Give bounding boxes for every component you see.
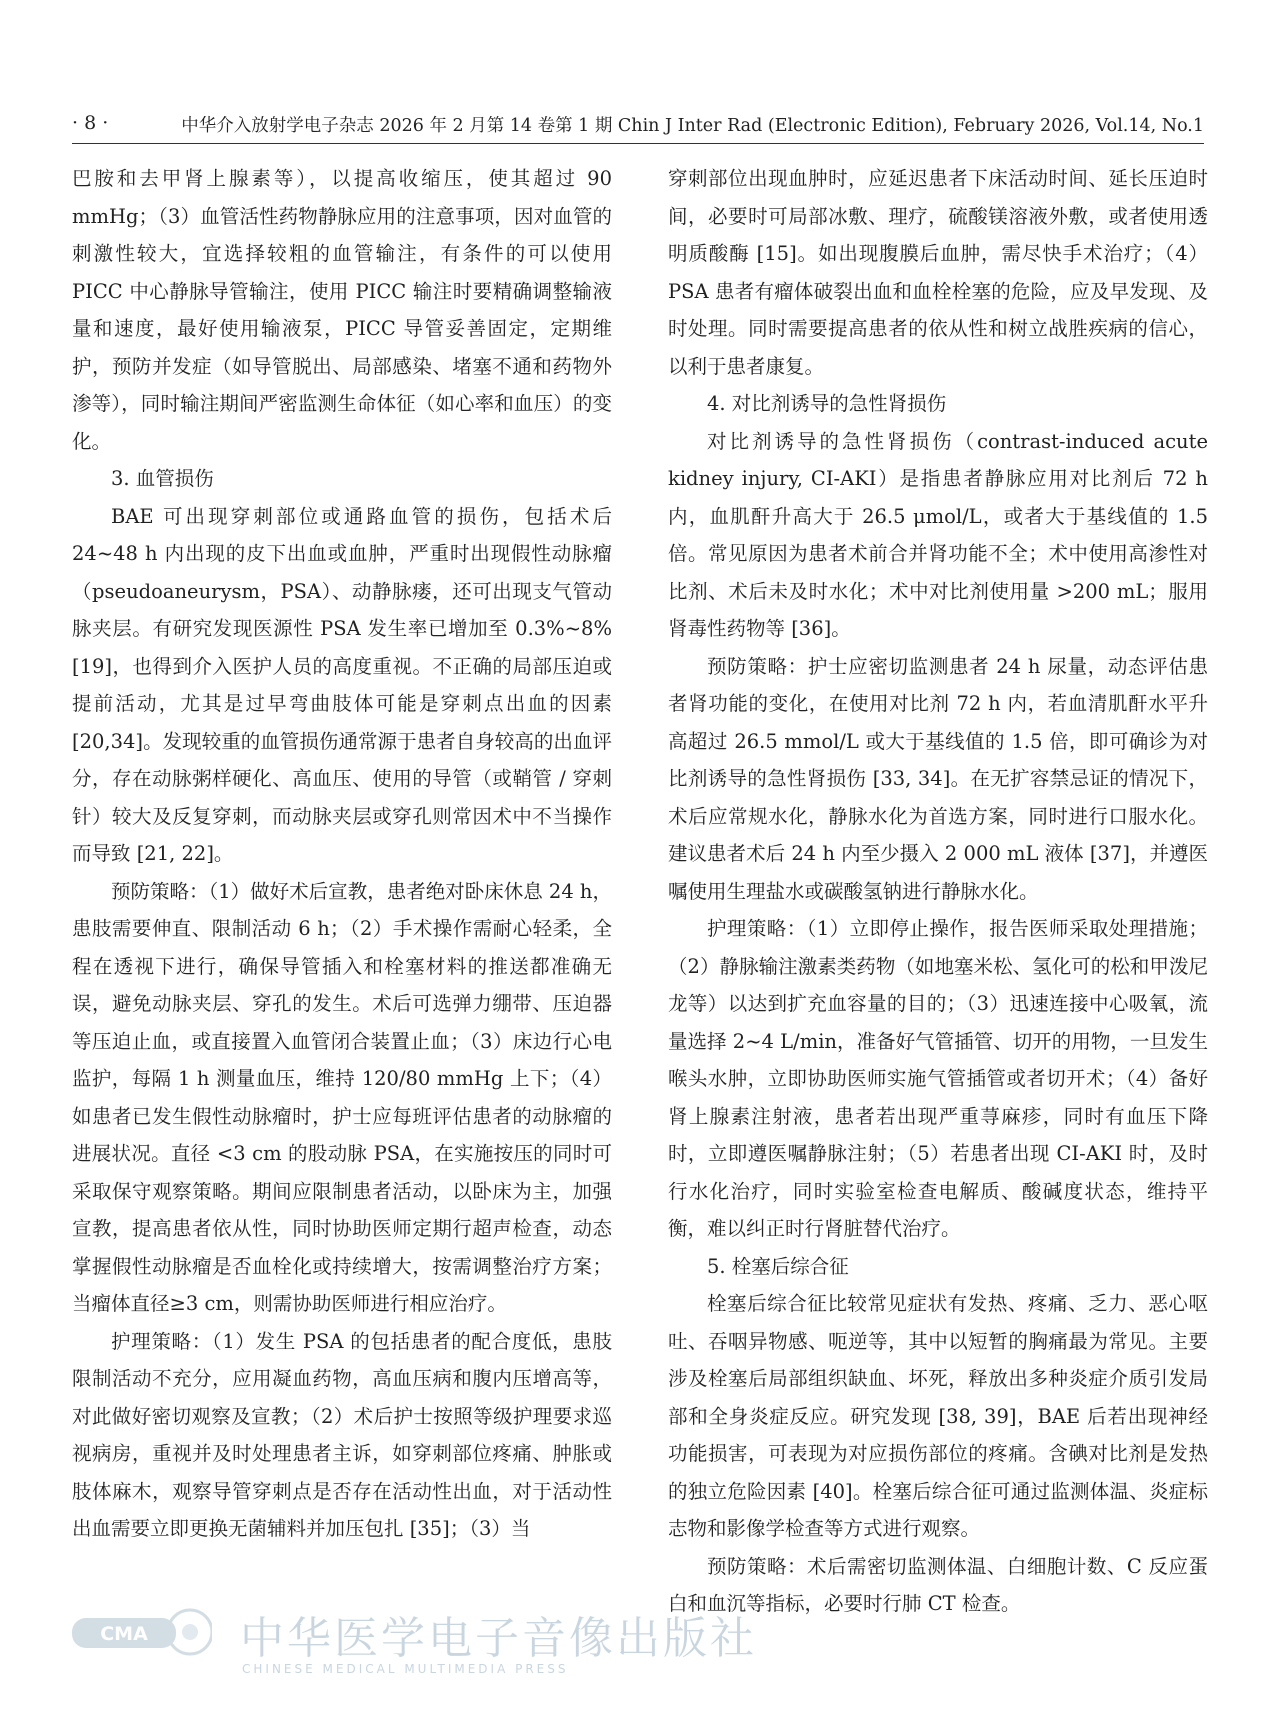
publisher-logo-icon [72, 1606, 212, 1660]
header-rule [72, 143, 1204, 144]
section-heading: 3. 血管损伤 [111, 467, 214, 490]
paragraph: 穿刺部位出现血肿时，应延迟患者下床活动时间、延长压迫时间，必要时可局部冰敷、理疗，硫酸镁溶液外敷，或者使用透明质酸酶 [15]。如出现腹膜后血肿，需尽快手术治疗；（4）PSA 患者有瘤体破裂出血和血栓栓塞的危险，应及早发现、及时处理。同时需要提高患者的依从性和树立战胜疾病的信心，以利于患者康复。 [668, 167, 1208, 378]
paragraph: 巴胺和去甲肾上腺素等），以提高收缩压，使其超过 90 mmHg；（3）血管活性药物静脉应用的注意事项，因对血管的刺激性较大，宜选择较粗的血管输注，有条件的可以使用 PICC 中心静脉导管输注，使用 PICC 输注时要精确调整输液量和速度，最好使用输液泵，PICC 导管妥善固定，定期维护，预防并发症（如导管脱出、局部感染、堵塞不通和药物外渗等），同时输注期间严密监测生命体征（如心率和血压）的变化。 [72, 167, 612, 453]
paragraph: 预防策略：护士应密切监测患者 24 h 尿量，动态评估患者肾功能的变化，在使用对比剂 72 h 内，若血清肌酐水平升高超过 26.5 mmol/L 或大于基线值的 1.5 倍，即可确诊为对比剂诱导的急性肾损伤 [33, 34]。在无扩容禁忌证的情况下，术后应常规水化，静脉水化为首选方案，同时进行口服水化。建议患者术后 24 h 内至少摄入 2 000 mL 液体 [37]，并遵医嘱使用生理盐水或碳酸氢钠进行静脉水化。 [668, 654, 1208, 903]
publisher-watermark [72, 1600, 757, 1680]
right-column [668, 160, 1208, 1623]
paragraph: 对比剂诱导的急性肾损伤（contrast-induced acute kidney injury, CI-AKI）是指患者静脉应用对比剂后 72 h 内，血肌酐升高大于 26.5 μmol/L，或者大于基线值的 1.5 倍。常见原因为患者术前合并肾功能不全；术中使用高渗性对比剂、术后未及时水化；术中对比剂使用量 >200 mL；服用肾毒性药物等 [36]。 [668, 429, 1208, 640]
section-heading: 5. 栓塞后综合征 [707, 1254, 849, 1278]
paragraph: 护理策略：（1）发生 PSA 的包括患者的配合度低，患肢限制活动不充分，应用凝血药物，高血压病和腹内压增高等，对此做好密切观察及宣教；（2）术后护士按照等级护理要求巡视病房，重视并及时处理患者主诉，如穿刺部位疼痛、肿胀或肢体麻木，观察导管穿刺点是否存在活动性出血，对于活动性出血需要立即更换无菌辅料并加压包扎 [35]；（3）当 [72, 1329, 612, 1540]
running-header [72, 112, 1204, 142]
paragraph: 护理策略：（1）立即停止操作，报告医师采取处理措施；（2）静脉输注激素类药物（如地塞米松、氢化可的松和甲泼尼龙等）以达到扩充血容量的目的；（3）迅速连接中心吸氧，流量选择 2~4 L/min，准备好气管插管、切开的用物，一旦发生喉头水肿，立即协助医师实施气管插管或者切开术；（4）备好肾上腺素注射液，患者若出现严重荨麻疹，同时有血压下降时，立即遵医嘱静脉注射；（5）若患者出现 CI-AKI 时，及时行水化治疗，同时实验室检查电解质、酸碱度状态，维持平衡，难以纠正时行肾脏替代治疗。 [668, 917, 1208, 1240]
left-column [72, 160, 612, 1548]
page-number: · 8 · [72, 112, 109, 134]
paragraph: 栓塞后综合征比较常见症状有发热、疼痛、乏力、恶心呕吐、吞咽异物感、呃逆等，其中以短暂的胸痛最为常见。主要涉及栓塞后局部组织缺血、坏死，释放出多种炎症介质引发局部和全身炎症反应。研究发现 [38, 39]，BAE 后若出现神经功能损害，可表现为对应损伤部位的疼痛。含碘对比剂是发热的独立危险因素 [40]。栓塞后综合征可通过监测体温、炎症标志物和影像学检查等方式进行观察。 [668, 1292, 1208, 1540]
paragraph: 预防策略：（1）做好术后宣教，患者绝对卧床休息 24 h，患肢需要伸直、限制活动 6 h；（2）手术操作需耐心轻柔，全程在透视下进行，确保导管插入和栓塞材料的推送都准确无误，避免动脉夹层、穿孔的发生。术后可选弹力绷带、压迫器等压迫止血，或直接置入血管闭合装置止血；（3）床边行心电监护，每隔 1 h 测量血压，维持 120/80 mmHg 上下；（4）如患者已发生假性动脉瘤时，护士应每班评估患者的动脉瘤的进展状况。直径 <3 cm 的股动脉 PSA，在实施按压的同时可采取保守观察策略。期间应限制患者活动，以卧床为主，加强宣教，提高患者依从性，同时协助医师定期行超声检查，动态掌握假性动脉瘤是否血栓化或持续增大，按需调整治疗方案；当瘤体直径≥3 cm，则需协助医师进行相应治疗。 [72, 879, 612, 1315]
paragraph: 预防策略：术后需密切监测体温、白细胞计数、C 反应蛋白和血沉等指标，必要时行肺 CT 检查。 [668, 1554, 1208, 1615]
publisher-name-zh: 中华医学电子音像出版社 [240, 1613, 757, 1664]
section-heading: 4. 对比剂诱导的急性肾损伤 [707, 392, 947, 415]
logo-text: CMA [100, 1623, 148, 1645]
journal-running-title: 中华介入放射学电子杂志 2026 年 2 月第 14 卷第 1 期 Chin J Inter Rad (Electronic Edition), February 2026, Vol.14, No.1 [181, 116, 1204, 136]
publisher-name-en: CHINESE MEDICAL MULTIMEDIA PRESS [242, 1662, 569, 1676]
paragraph: BAE 可出现穿刺部位或通路血管的损伤，包括术后 24~48 h 内出现的皮下出血或血肿，严重时出现假性动脉瘤（pseudoaneurysm，PSA）、动静脉瘘，还可出现支气管动脉夹层。有研究发现医源性 PSA 发生率已增加至 0.3%~8%[19]，也得到介入医护人员的高度重视。不正确的局部压迫或提前活动，尤其是过早弯曲肢体可能是穿刺点出血的因素 [20,34]。发现较重的血管损伤通常源于患者自身较高的出血评分，存在动脉粥样硬化、高血压、使用的导管（或鞘管 / 穿刺针）较大及反复穿刺，而动脉夹层或穿孔则常因术中不当操作而导致 [21, 22]。 [72, 504, 612, 865]
